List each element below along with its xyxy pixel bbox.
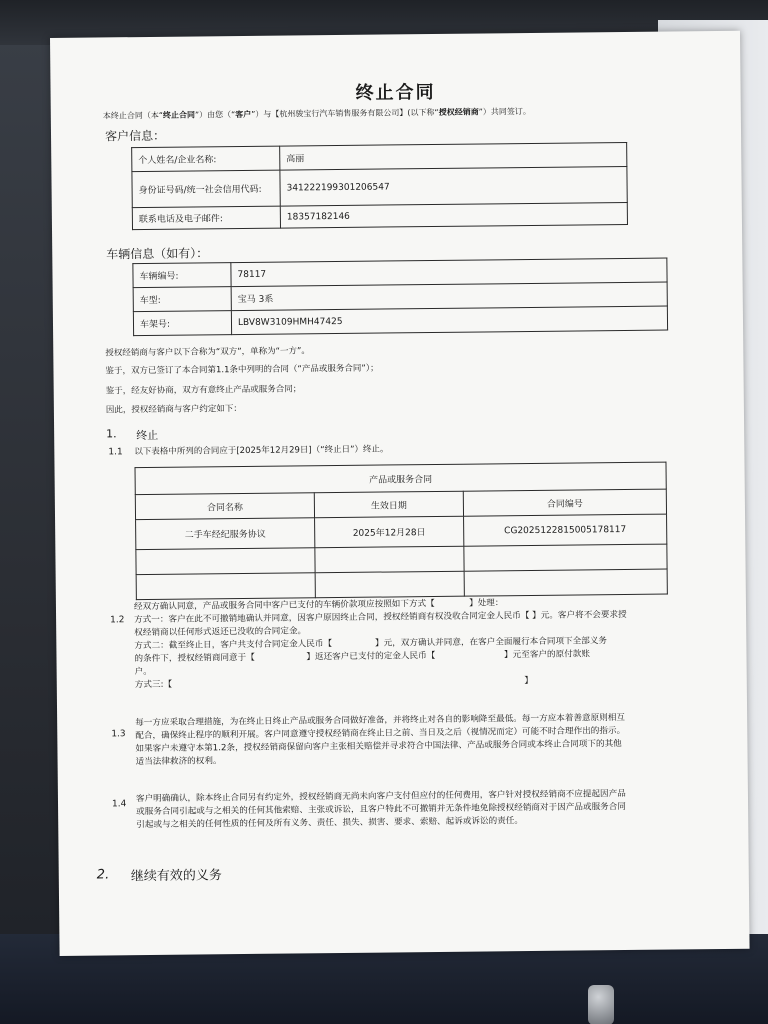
clause-1-3-number: 1.3 <box>111 729 126 740</box>
contracts-table-caption: 产品或服务合同 <box>135 462 666 495</box>
clause-1-4-line: 客户明确确认，除本终止合同另有约定外，授权经销商无尚未向客户支付但应付的任何费用，客户针对授权经销商不应提起因产品 <box>135 789 626 805</box>
table-row <box>132 202 627 229</box>
cell-empty <box>464 569 667 596</box>
clause-1-1-number: 1.1 <box>108 447 123 458</box>
clause-1-3-line: 适当法律救济的权利。 <box>135 756 222 768</box>
intro-text-2: ”）由您（“ <box>194 110 236 120</box>
vehicle-number-value: 78117 <box>231 258 667 287</box>
header-contract-name: 合同名称 <box>135 493 314 520</box>
clause-1-3-line: 配合，确保终止程序的顺利开展。客户同意遵守授权经销商在终止日之前、当日及之后（视情况而定）可能不时合理作出的指示。 <box>135 726 626 742</box>
intro-text-4: ”）共同签订。 <box>478 106 531 117</box>
clause-1-1-text: 以下表格中所列的合同应于[2025年12月29日]（“终止日”）终止。 <box>134 444 389 458</box>
clause-1-3-text <box>135 711 736 769</box>
clause-1-2-number: 1.2 <box>110 615 125 626</box>
clause-1-2-line: 权经销商以任何形式返还已没收的合同定金。 <box>134 626 307 639</box>
clause-1-2-line: 方式一：客户在此不可撤销地确认并同意，因客户原因终止合同，授权经销商有权没收合同定金人民币【 】元。客户将不会要求授 <box>134 609 627 626</box>
customer-contact-value: 18357182146 <box>280 202 627 228</box>
header-effective-date: 生效日期 <box>314 491 463 518</box>
header-contract-number: 合同编号 <box>463 489 666 516</box>
clause-1-2-line: 的条件下，授权经销商同意于【 】返还客户已支付的定金人民币【 】元至客户的原付款账 <box>134 649 591 665</box>
vehicle-number-label: 车辆编号: <box>133 263 231 288</box>
intro-line <box>103 104 723 121</box>
vehicle-model-label: 车型: <box>133 287 231 312</box>
customer-id-label: 身份证号码/统一社会信用代码: <box>132 170 280 208</box>
document-title: 终止合同 <box>355 81 436 104</box>
vehicle-vin-value: LBV8W3109HMH47425 <box>231 306 667 335</box>
clause-1-4-line: 引起或与之相关的任何性质的任何及所有义务、责任、损失、损害、要求、索赔、起诉或诉讼的责任。 <box>136 816 524 831</box>
customer-info-table <box>131 142 628 230</box>
table-row <box>132 166 627 207</box>
vehicle-info-heading: 车辆信息（如有）： <box>106 246 209 262</box>
cell-empty <box>464 544 667 571</box>
clause-1-4-number: 1.4 <box>111 799 127 810</box>
cell-empty <box>315 571 464 598</box>
table-row <box>136 569 667 600</box>
cell-empty <box>315 546 464 573</box>
customer-name-value: 高丽 <box>280 142 627 170</box>
customer-info-heading: 客户信息： <box>104 128 166 144</box>
customer-contact-label: 联系电话及电子邮件: <box>132 206 280 230</box>
vehicle-info-table <box>132 258 668 337</box>
customer-name-label: 个人姓名/企业名称: <box>132 146 280 172</box>
clause-1-2-line: 方式三:【 】 <box>134 675 534 691</box>
table-row <box>133 306 667 336</box>
section-1-title: 终止 <box>136 428 159 443</box>
clause-1-4-text <box>136 787 736 832</box>
vehicle-model-value: 宝马 3系 <box>231 282 667 311</box>
cell-effective-date: 2025年12月28日 <box>315 516 464 548</box>
intro-text-3: ”）与【杭州骏宝行汽车销售服务有限公司】(以下称“ <box>251 107 439 119</box>
recital-parties: 授权经销商与客户以下合称为“双方”，单称为“一方”。 <box>105 346 310 359</box>
intro-text-1: 本终止合同（本“ <box>102 110 164 121</box>
clause-1-2-line: 户。 <box>134 666 152 678</box>
vehicle-vin-label: 车架号: <box>133 311 231 336</box>
cell-empty <box>136 548 315 575</box>
clause-1-3-line: 如果客户未遵守本第1.2条，授权经销商保留向客户主张相关赔偿并寻求符合中国法律、产品或服务合同或本终止合同项下的其他 <box>135 739 622 755</box>
cell-contract-number: CG2025122815005178117 <box>464 514 667 546</box>
intro-bold-1: 终止合同 <box>162 110 196 120</box>
clause-1-2-line: 方式二：截至终止日，客户共支付合同定金人民币【 】元，双方确认并同意，在客户全面履行本合同项下全部义务 <box>134 636 608 652</box>
contracts-table <box>134 462 667 601</box>
pen-tip <box>588 985 614 1024</box>
clause-1-2-line: 经双方确认同意，产品或服务合同中客户已支付的车辆价款项应按照如下方式【 】处理： <box>133 598 504 613</box>
cell-contract-name: 二手车经纪服务协议 <box>136 518 315 550</box>
clause-1-3-line: 每一方应采取合理措施，为在终止日终止产品或服务合同做好准备，并将终止对各自的影响降至最低。每一方应本着善意原则相互 <box>135 713 626 729</box>
customer-id-value: 341222199301206547 <box>280 166 627 206</box>
clause-1-2-text <box>134 595 735 692</box>
document-page <box>50 31 750 956</box>
section-2-number: 2. <box>96 867 110 883</box>
cell-empty <box>136 573 315 600</box>
clause-1-4-line: 或服务合同引起或与之相关的任何其他索赔、主张或诉讼，且客户特此不可撤销并无条件地免除授权经销商对于因产品或服务合同 <box>136 802 626 818</box>
recital-therefore: 因此，授权经销商与客户约定如下： <box>105 404 242 416</box>
intro-bold-3: 授权经销商 <box>438 107 479 117</box>
recital-whereas-1: 鉴于，双方已签订了本合同第1.1条中列明的合同（“产品或服务合同”）； <box>105 363 379 377</box>
intro-bold-2: 客户 <box>235 109 252 120</box>
section-1-number: 1. <box>106 427 117 441</box>
recital-whereas-2: 鉴于，经友好协商，双方有意终止产品或服务合同； <box>105 384 302 397</box>
section-2-title: 继续有效的义务 <box>130 868 222 885</box>
